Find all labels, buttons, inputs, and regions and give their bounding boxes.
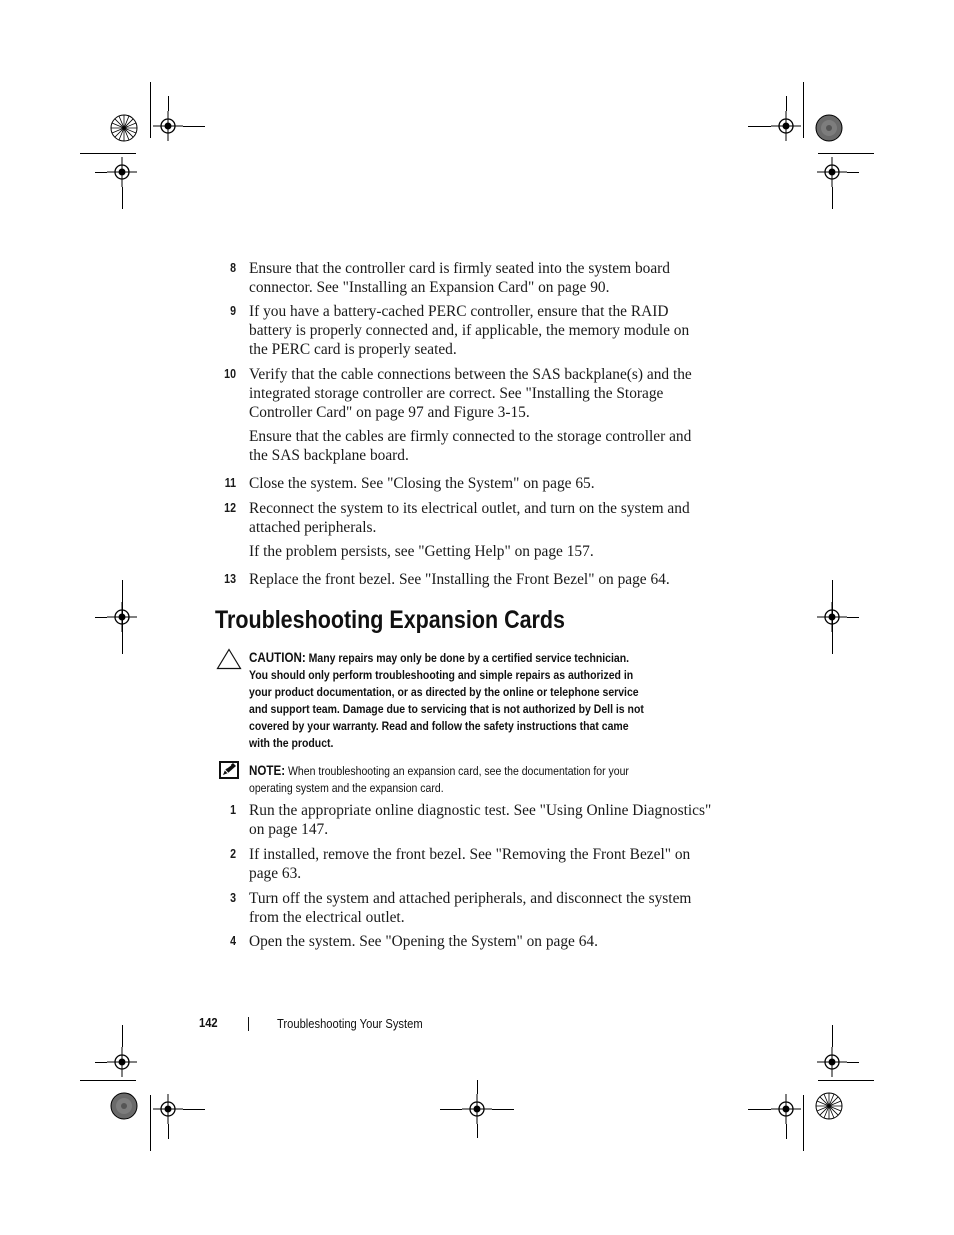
caution-triangle-icon bbox=[216, 648, 242, 670]
step-text-line: battery is properly connected and, if applicable, the memory module on bbox=[249, 322, 690, 339]
registration-crosshair-icon bbox=[153, 1094, 183, 1124]
step-text-line: page 63. bbox=[249, 865, 302, 882]
registration-crosshair-icon bbox=[153, 111, 183, 141]
registration-crosshair-icon bbox=[817, 157, 847, 187]
step-text-line: Reconnect the system to its electrical outlet, and turn on the system and bbox=[249, 500, 690, 517]
step-text-line: Turn off the system and attached peripherals, and disconnect the system bbox=[249, 890, 692, 907]
note-line bbox=[249, 762, 720, 780]
gray-target-icon bbox=[815, 114, 843, 142]
registration-crosshair-icon bbox=[107, 602, 137, 632]
step-text-line: Verify that the cable connections between the SAS backplane(s) and the bbox=[249, 366, 692, 383]
step-text-line: Controller Card" on page 97 and Figure 3-15. bbox=[249, 404, 530, 421]
registration-crosshair-icon bbox=[107, 157, 137, 187]
step-number: 3 bbox=[230, 891, 236, 905]
section-heading: Troubleshooting Expansion Cards bbox=[215, 606, 566, 634]
paragraph-line: If the problem persists, see "Getting Help" on page 157. bbox=[249, 543, 594, 560]
footer-divider bbox=[248, 1017, 249, 1031]
note-text: When troubleshooting an expansion card, see the documentation for your bbox=[288, 764, 629, 778]
registration-crosshair-icon bbox=[817, 1047, 847, 1077]
step-text-line: Replace the front bezel. See "Installing the Front Bezel" on page 64. bbox=[249, 571, 670, 588]
list-item bbox=[249, 499, 719, 537]
registration-crosshair-icon bbox=[462, 1094, 492, 1124]
step-paragraph bbox=[249, 542, 719, 561]
step-number: 9 bbox=[230, 304, 236, 318]
list-item bbox=[249, 889, 719, 927]
list-item bbox=[249, 845, 719, 883]
step-number: 1 bbox=[230, 803, 236, 817]
caution-label: CAUTION: bbox=[249, 650, 306, 665]
caution-line bbox=[249, 649, 713, 667]
note-pencil-icon bbox=[218, 760, 240, 780]
star-target-icon bbox=[815, 1092, 843, 1120]
registration-crosshair-icon bbox=[771, 1094, 801, 1124]
step-text-line: attached peripherals. bbox=[249, 519, 377, 536]
step-number: 8 bbox=[230, 261, 236, 275]
step-paragraph bbox=[249, 427, 719, 465]
step-number: 10 bbox=[224, 367, 236, 381]
caution-line: covered by your warranty. Read and follow the safety instructions that came bbox=[249, 719, 629, 734]
paragraph-line: the SAS backplane board. bbox=[249, 447, 409, 464]
registration-crosshair-icon bbox=[107, 1047, 137, 1077]
step-text-line: integrated storage controller are correct. See "Installing the Storage bbox=[249, 385, 664, 402]
list-item bbox=[249, 302, 719, 359]
caution-notice bbox=[249, 649, 713, 753]
caution-line: with the product. bbox=[249, 736, 334, 751]
note-notice bbox=[249, 762, 720, 797]
list-item bbox=[249, 259, 719, 297]
step-text-line: from the electrical outlet. bbox=[249, 909, 405, 926]
step-number: 2 bbox=[230, 847, 236, 861]
step-number: 13 bbox=[224, 572, 236, 586]
step-text-line: connector. See "Installing an Expansion Card" on page 90. bbox=[249, 279, 610, 296]
list-item bbox=[249, 365, 719, 422]
note-line: operating system and the expansion card. bbox=[249, 781, 444, 795]
list-item bbox=[249, 801, 719, 839]
registration-crosshair-icon bbox=[817, 602, 847, 632]
caution-line: your product documentation, or as directed by the online or telephone service bbox=[249, 685, 639, 700]
list-item bbox=[249, 932, 719, 951]
paragraph-line: Ensure that the cables are firmly connected to the storage controller and bbox=[249, 428, 692, 445]
footer-chapter-title: Troubleshooting Your System bbox=[277, 1016, 423, 1031]
list-item bbox=[249, 474, 719, 493]
page-number: 142 bbox=[199, 1015, 218, 1030]
caution-line: You should only perform troubleshooting and simple repairs as authorized in bbox=[249, 668, 634, 683]
step-text-line: Run the appropriate online diagnostic test. See "Using Online Diagnostics" bbox=[249, 802, 712, 819]
step-text-line: Close the system. See "Closing the System" on page 65. bbox=[249, 475, 595, 492]
step-number: 4 bbox=[230, 934, 236, 948]
step-text-line: If you have a battery-cached PERC controller, ensure that the RAID bbox=[249, 303, 669, 320]
gray-target-icon bbox=[110, 1092, 138, 1120]
list-item bbox=[249, 570, 719, 589]
step-text-line: the PERC card is properly seated. bbox=[249, 341, 457, 358]
star-target-icon bbox=[110, 114, 138, 142]
step-number: 11 bbox=[224, 476, 236, 490]
caution-text: Many repairs may only be done by a certified service technician. bbox=[308, 651, 630, 665]
step-text-line: Open the system. See "Opening the System" on page 64. bbox=[249, 933, 598, 950]
step-text-line: If installed, remove the front bezel. See "Removing the Front Bezel" on bbox=[249, 846, 691, 863]
step-text-line: Ensure that the controller card is firmly seated into the system board bbox=[249, 260, 670, 277]
step-number: 12 bbox=[224, 501, 236, 515]
step-text-line: on page 147. bbox=[249, 821, 329, 838]
note-label: NOTE: bbox=[249, 763, 286, 778]
registration-crosshair-icon bbox=[771, 111, 801, 141]
caution-line: and support team. Damage due to servicing that is not authorized by Dell is not bbox=[249, 702, 644, 717]
